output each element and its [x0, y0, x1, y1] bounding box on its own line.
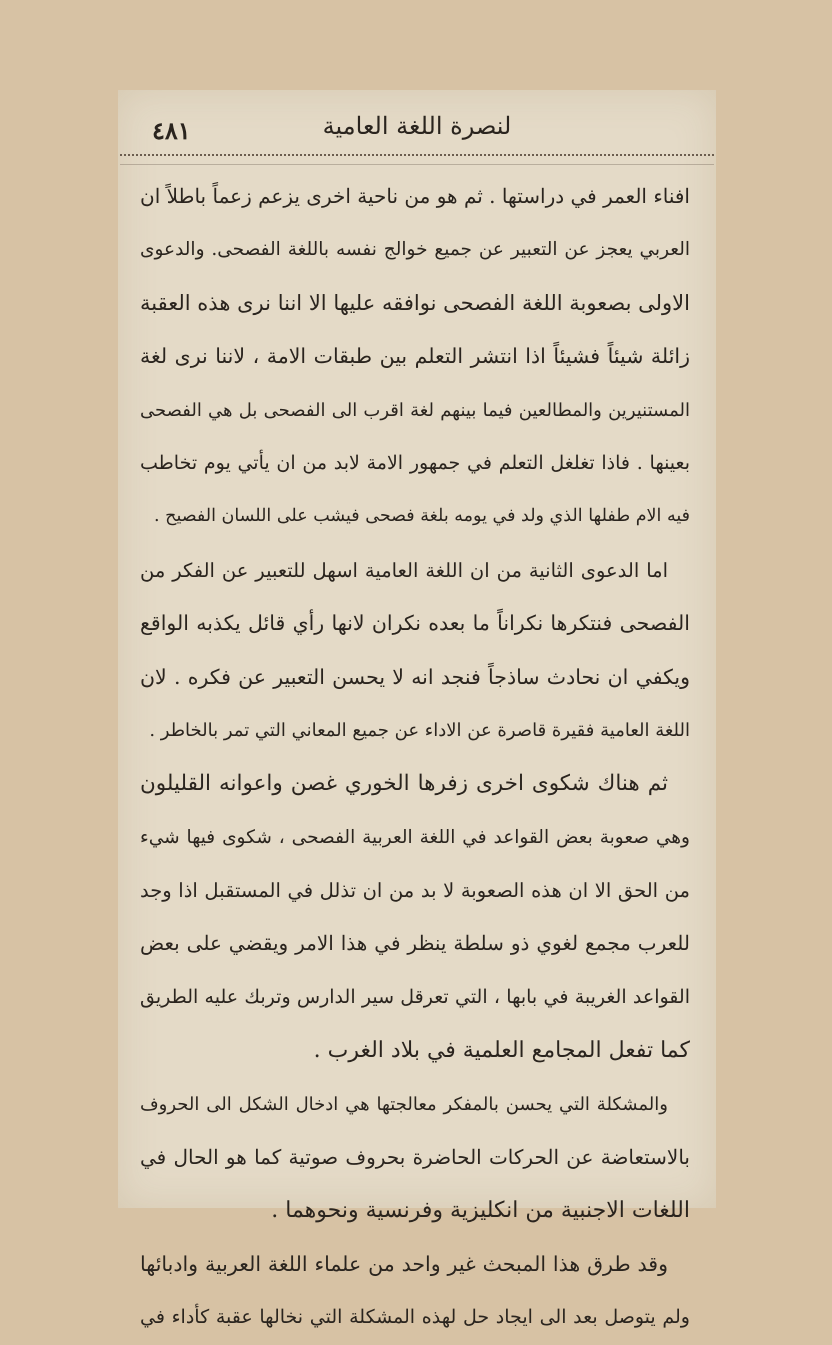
- text-line: بالاستعاضة عن الحركات الحاضرة بحروف صوتية كما هو الحال في: [140, 1145, 690, 1170]
- text-line: للعرب مجمع لغوي ذو سلطة ينظر في هذا الامر ويقضي على بعض: [140, 931, 690, 956]
- text-line: اما الدعوى الثانية من ان اللغة العامية اسهل للتعبير عن الفكر من: [140, 558, 668, 582]
- text-line: كما تفعل المجامع العلمية في بلاد الغرب .: [313, 1038, 690, 1064]
- text-line: من الحق الا ان هذه الصعوبة لا بد من ان تذلل في المستقبل اذا وجد: [140, 879, 690, 903]
- text-line: العربي يعجز عن التعبير عن جميع خوالج نفسه باللغة الفصحى. والدعوى: [140, 239, 690, 261]
- text-line: ثم هناك شكوى اخرى زفرها الخوري غصن واعوانه القليلون: [140, 771, 668, 797]
- text-line: وقد طرق هذا المبحث غير واحد من علماء اللغة العربية وادبائها: [140, 1251, 668, 1276]
- text-line: ويكفي ان نحادث ساذجاً فنجد انه لا يحسن التعبير عن فكره . لان: [140, 664, 690, 689]
- page-number: ٤٨١: [152, 116, 191, 145]
- text-line: الاولى بصعوبة اللغة الفصحى نوافقه عليها الا اننا نرى هذه العقبة: [140, 290, 690, 315]
- text-line: المستنيرين والمطالعين فيما بينهم لغة اقرب الى الفصحى بل هي الفصحى: [140, 399, 690, 421]
- text-line: القواعد الغريبة في بابها ، التي تعرقل سير الدارس وتربك عليه الطريق: [140, 985, 690, 1008]
- text-line: اللغة العامية فقيرة قاصرة عن الاداء عن جميع المعاني التي تمر بالخاطر .: [149, 719, 690, 741]
- header-ornament-rule: [120, 154, 714, 165]
- text-line: بعينها . فاذا تغلغل التعلم في جمهور الامة لابد من ان يأتي يوم تخاطب: [140, 451, 690, 474]
- text-line: وهي صعوبة بعض القواعد في اللغة العربية الفصحى ، شكوى فيها شيء: [140, 826, 690, 848]
- text-line: فيه الام طفلها الذي ولد في يومه بلغة فصحى فيشب على اللسان الفصيح .: [154, 506, 690, 527]
- text-line: زائلة شيئاً فشيئاً اذا انتشر التعلم بين طبقات الامة ، لاننا نرى لغة: [140, 344, 690, 369]
- text-line: اللغات الاجنبية من انكليزية وفرنسية ونحوهما .: [271, 1198, 690, 1224]
- book-page: [118, 90, 716, 1329]
- page-header: [118, 106, 716, 150]
- text-line: ولم يتوصل بعد الى ايجاد حل لهذه المشكلة التي نخالها عقبة كأداء في: [140, 1306, 690, 1329]
- text-line: افناء العمر في دراستها . ثم هو من ناحية اخرى يزعم زعماً باطلاً ان: [140, 184, 690, 208]
- text-line: الفصحى فنتكرها نكراناً ما بعده نكران لانها رأي قائل يكذبه الواقع: [140, 611, 690, 636]
- text-line: والمشكلة التي يحسن بالمفكر معالجتها هي ادخال الشكل الى الحروف: [140, 1093, 668, 1115]
- running-title: لنصرة اللغة العامية: [322, 112, 512, 140]
- body-text: [140, 170, 690, 1345]
